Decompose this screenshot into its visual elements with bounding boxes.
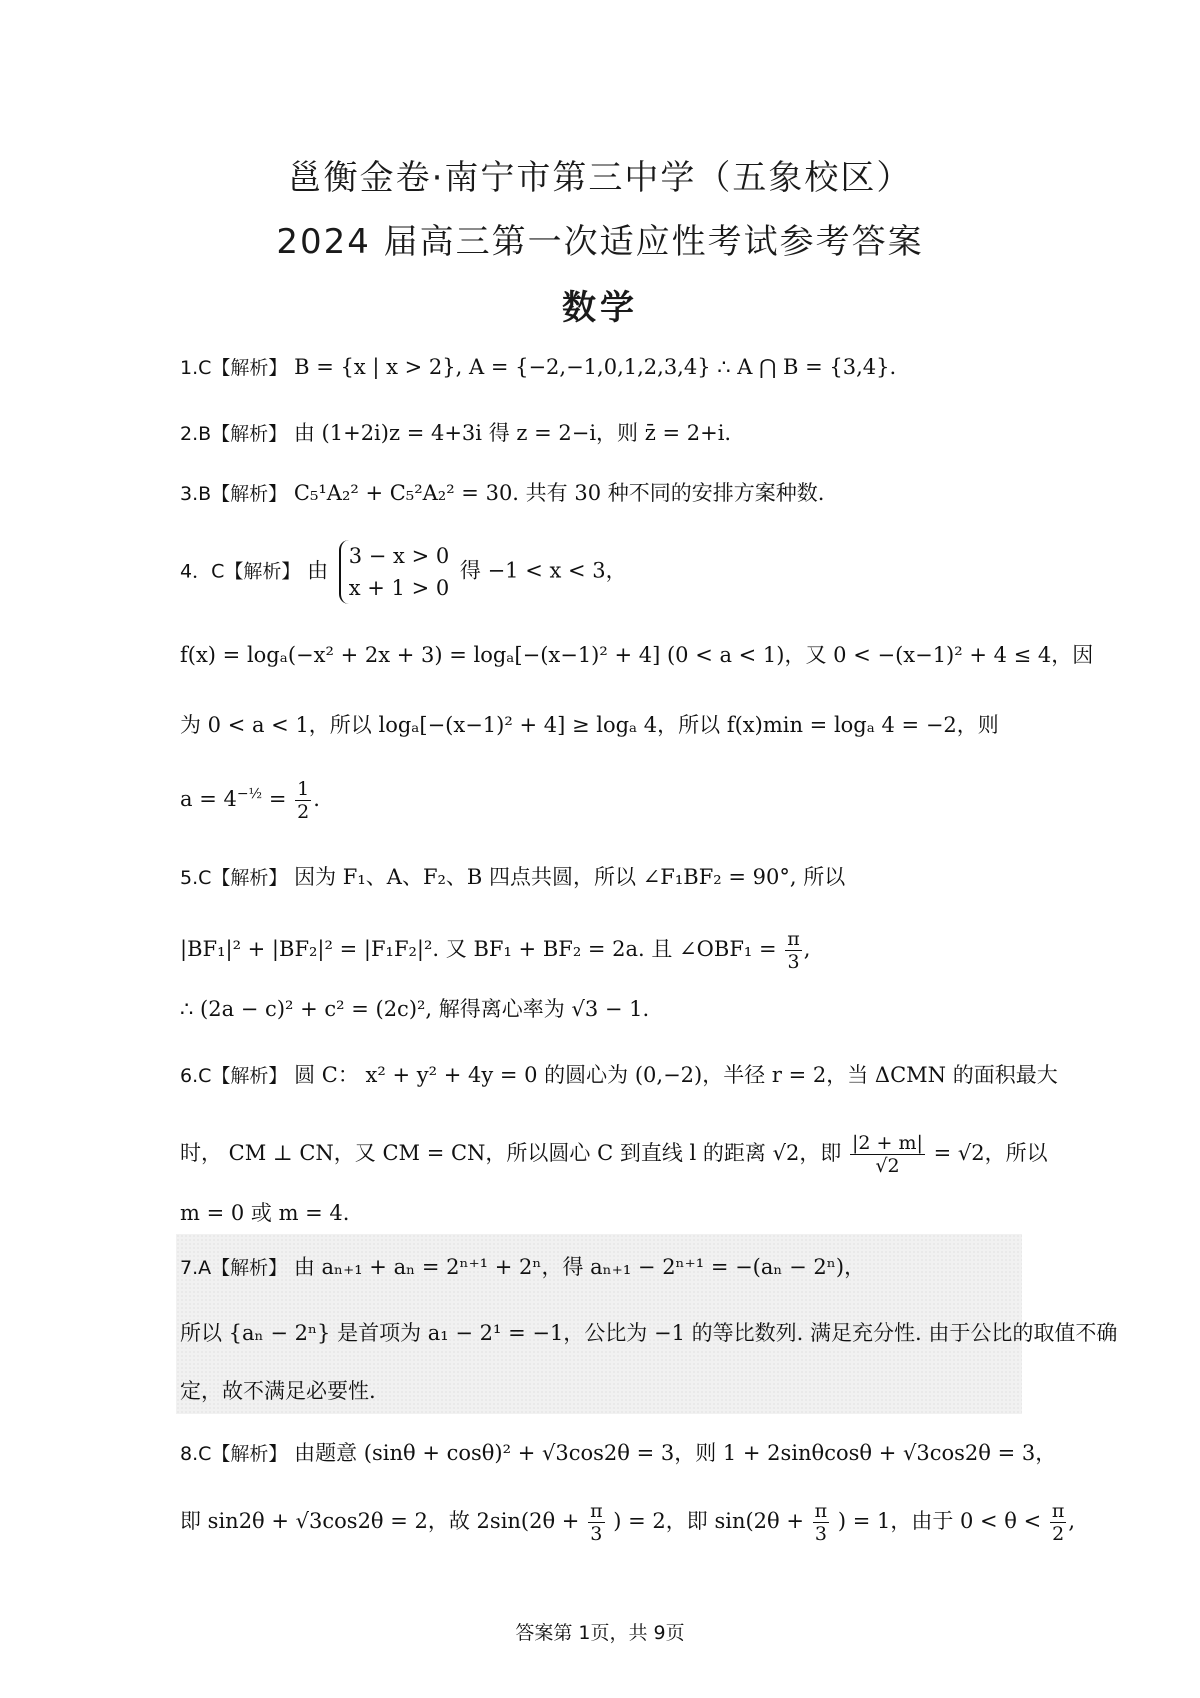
- answer-number: 6.C: [180, 1065, 212, 1087]
- answer-6-line-2: [180, 1132, 1048, 1177]
- answer-number: 2.B: [180, 423, 212, 445]
- answer-text: 圆 C： x² + y² + 4y = 0 的圆心为 (0,−2)，半径 r = 2，当 ΔCMN 的面积最大: [294, 1063, 1058, 1087]
- analysis-tag: 【解析】: [211, 423, 288, 445]
- answer-number: 1.C: [180, 357, 212, 379]
- answer-7: [180, 1252, 865, 1283]
- answer-text: 即 sin2θ + √3cos2θ = 2，故 2sin(2θ +: [180, 1509, 580, 1533]
- answer-text: 由 aₙ₊₁ + aₙ = 2ⁿ⁺¹ + 2ⁿ，得 aₙ₊₁ − 2ⁿ⁺¹ = −(aₙ − 2ⁿ)，: [293, 1255, 866, 1279]
- answer-text: ) = 2，即 sin(2θ +: [613, 1509, 804, 1533]
- answer-text: 由 (1+2i)z = 4+3i 得 z = 2−i，则 z̄ = 2+i.: [293, 421, 732, 445]
- formula-exponent: −½: [236, 786, 263, 802]
- fraction-numerator: π: [590, 1500, 603, 1522]
- fraction-denominator: 3: [814, 1523, 827, 1545]
- answer-text: 因为 F₁、A、F₂、B 四点共圆，所以 ∠F₁BF₂ = 90°, 所以: [294, 865, 846, 889]
- answer-6: [180, 1060, 1058, 1091]
- fraction-denominator: 3: [787, 951, 800, 973]
- answer-text: |BF₁|² + |BF₂|² = |F₁F₂|². 又 BF₁ + BF₂ = 2a. 且 ∠OBF₁ =: [180, 937, 777, 961]
- answer-5-line-3: ∴ (2a − c)² + c² = (2c)², 解得离心率为 √3 − 1.: [180, 997, 650, 1021]
- answer-4-line-4: [180, 778, 320, 823]
- answer-5: [180, 862, 845, 893]
- fraction-numerator: π: [814, 1500, 828, 1522]
- subject-heading: 数学: [562, 288, 638, 328]
- formula-base: a = 4: [180, 787, 237, 811]
- period: .: [313, 787, 320, 811]
- answer-7-line-3: 定，故不满足必要性.: [180, 1379, 376, 1403]
- analysis-tag: 【解析】: [211, 867, 288, 889]
- answer-text: ) = 1，由于 0 < θ <: [837, 1509, 1042, 1533]
- answer-number: 4．C: [180, 560, 225, 583]
- fraction: [850, 1132, 925, 1177]
- answer-text: 由题意 (sinθ + cosθ)² + √3cos2θ = 3，则 1 + 2sinθcosθ + √3cos2θ = 3，: [294, 1441, 1057, 1465]
- answer-8-line-2: [180, 1500, 1075, 1545]
- answer-number: 5.C: [180, 867, 212, 889]
- answer-3: [180, 478, 824, 509]
- answer-text: B = {x | x > 2}, A = {−2,−1,0,1,2,3,4} ∴ A ⋂ B = {3,4}.: [294, 355, 897, 379]
- answer-text: C₅¹A₂² + C₅²A₂² = 30. 共有 30 种不同的安排方案种数.: [293, 481, 825, 505]
- answer-4: [180, 540, 627, 604]
- fraction-denominator: 2: [1052, 1523, 1065, 1545]
- document-subtitle: 2024 届高三第一次适应性考试参考答案: [276, 222, 924, 262]
- fraction: [588, 1500, 605, 1545]
- equals-sign: =: [268, 787, 287, 811]
- analysis-tag: 【解析】: [211, 1065, 288, 1087]
- answer-number: 8.C: [180, 1443, 212, 1465]
- answer-1: [180, 352, 896, 383]
- answer-4-line-2: f(x) = logₐ(−x² + 2x + 3) = logₐ[−(x−1)² + 4] (0 < a < 1)，又 0 < −(x−1)² + 4 ≤ 4，因: [180, 643, 1094, 667]
- analysis-tag: 【解析】: [211, 483, 288, 505]
- inequality-2: x + 1 > 0: [348, 576, 450, 600]
- fraction: [295, 778, 311, 823]
- fraction: [785, 928, 802, 973]
- fraction-numerator: |2 + m|: [852, 1132, 923, 1154]
- answer-5-line-2: [180, 928, 810, 973]
- analysis-tag: 【解析】: [224, 560, 301, 583]
- document-title: 邕衡金卷·南宁市第三中学（五象校区）: [287, 158, 913, 198]
- fraction: [1050, 1500, 1067, 1545]
- answer-2: [180, 418, 731, 449]
- answer-text: 由: [307, 558, 329, 583]
- answer-text: = √2，所以: [933, 1141, 1048, 1165]
- analysis-tag: 【解析】: [211, 357, 288, 379]
- fraction-numerator: π: [1051, 1500, 1065, 1522]
- fraction: [813, 1500, 830, 1545]
- fraction-denominator: √2: [875, 1155, 900, 1177]
- fraction-numerator: π: [787, 928, 800, 950]
- answer-text: 得 −1 < x < 3，: [459, 558, 627, 583]
- analysis-tag: 【解析】: [211, 1257, 288, 1279]
- answer-8: [180, 1438, 1056, 1469]
- answer-7-line-2: 所以 {aₙ − 2ⁿ} 是首项为 a₁ − 2¹ = −1，公比为 −1 的等比数列. 满足充分性. 由于公比的取值不确: [180, 1321, 1118, 1345]
- answer-number: 7.A: [180, 1257, 212, 1279]
- page-footer: 答案第 1页，共 9页: [515, 1622, 685, 1644]
- answer-number: 3.B: [180, 483, 212, 505]
- inequality-system: [339, 540, 449, 604]
- fraction-denominator: 3: [590, 1523, 603, 1545]
- answer-text: 时， CM ⊥ CN，又 CM = CN，所以圆心 C 到直线 l 的距离 √2，即: [180, 1141, 842, 1165]
- fraction-denominator: 2: [297, 801, 310, 823]
- inequality-1: 3 − x > 0: [348, 544, 450, 568]
- analysis-tag: 【解析】: [211, 1443, 288, 1465]
- fraction-numerator: 1: [297, 778, 310, 800]
- comma: ,: [1068, 1509, 1076, 1533]
- answer-4-line-3: 为 0 < a < 1，所以 logₐ[−(x−1)² + 4] ≥ logₐ 4，所以 f(x)min = logₐ 4 = −2，则: [180, 713, 999, 737]
- answer-6-line-3: m = 0 或 m = 4.: [180, 1201, 350, 1225]
- comma: ,: [803, 937, 811, 961]
